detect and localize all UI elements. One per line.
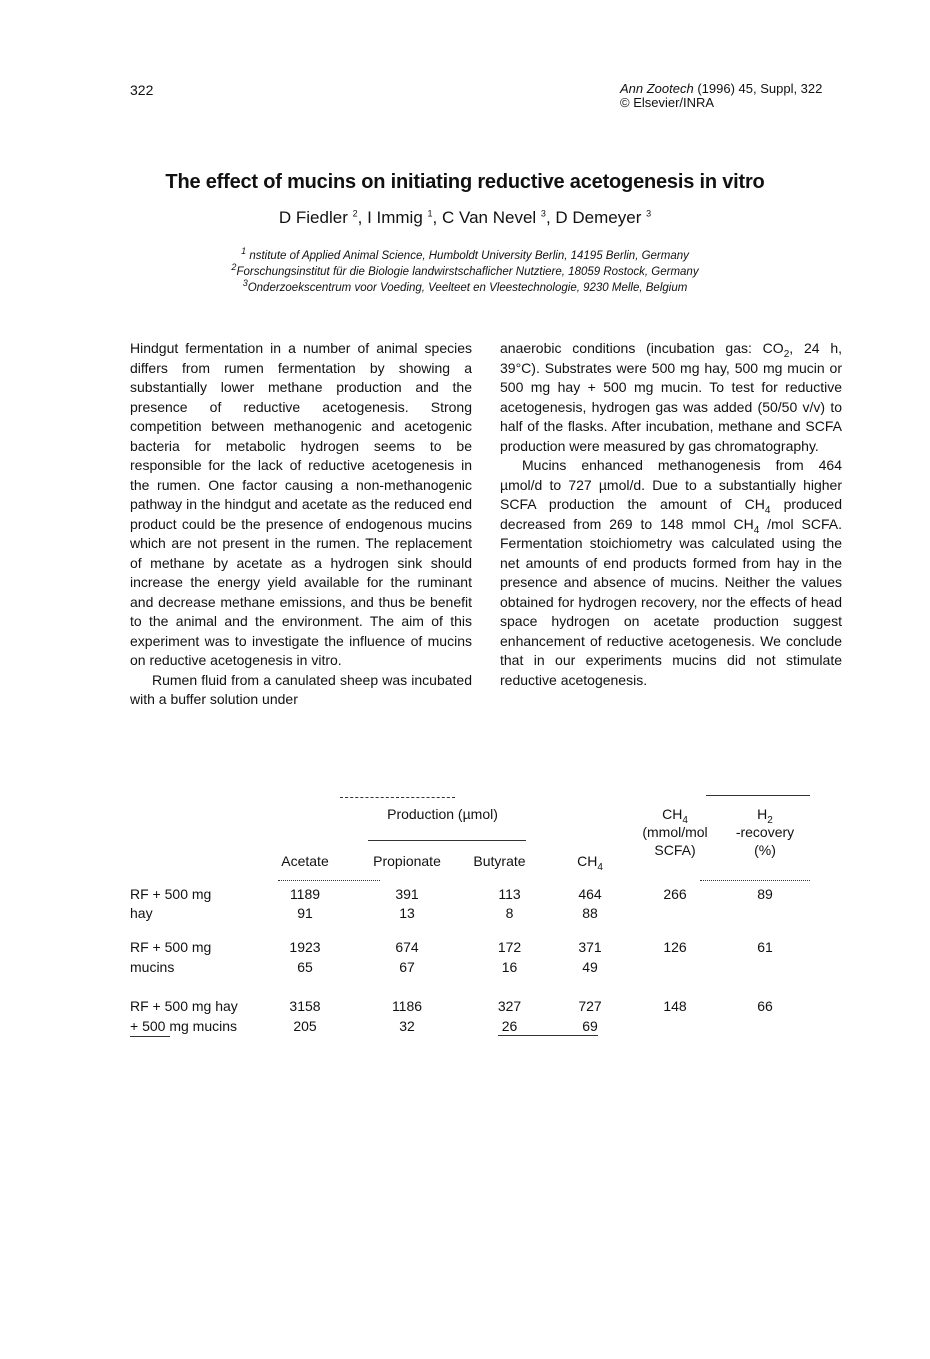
page-number: 322	[130, 82, 154, 98]
journal-line	[620, 82, 822, 96]
header-line: SCFA)	[654, 842, 696, 858]
cell-propionate: 1186	[391, 998, 423, 1014]
col-header-ratio	[630, 805, 720, 859]
subscript: 4	[597, 861, 603, 873]
author-name: C Van Nevel	[442, 208, 537, 227]
affiliation-text: Onderzoekscentrum voor Voeding, Veelteet en Vleestechnologie, 9230 Melle, Belgium	[247, 282, 688, 294]
group-header-production: Production (µmol)	[387, 806, 498, 822]
cell-butyrate: 327	[497, 998, 522, 1014]
journal-citation	[620, 82, 822, 110]
col-header-ch4	[560, 852, 620, 871]
journal-name: Ann Zootech	[620, 81, 694, 96]
cell-acetate: 3158	[289, 998, 321, 1014]
cell-ch4: 371	[578, 939, 602, 955]
body-paragraph: Hindgut fermentation in a number of animal species differs from rumen fermentation by showing a substantially lower methane production and the presence of reductive acetogenesis. Strong competition between methanogenic and acetogenic bacteria for metabolic hydrogen seems to be responsible for the lack of reductive acetogenesis in the rumen. One factor causing a non-methanogenic pathway in the hindgut and acetate as the reduced end product could be the presence of endogenous mucins which are not present in the rumen. The replacement of methane by acetate as a hydrogen sink should increase the energy yield available for the ruminant and decrease methane emissions, and thus be benefit to the animal and the environment. The aim of this experiment was to investigate the influence of mucins on reductive acetogenesis in vitro.	[130, 340, 472, 668]
header-line	[630, 805, 720, 826]
cell-h2: 89	[757, 886, 773, 902]
body-paragraph: Rumen fluid from a canulated sheep was incubated with a buffer solution under	[130, 671, 472, 707]
row-label: RF + 500 mg	[130, 939, 212, 955]
cell-ratio: 148	[663, 998, 687, 1014]
journal-volume: (1996) 45, Suppl, 322	[693, 81, 823, 96]
cell-butyrate: 113	[498, 886, 521, 902]
cell-acetate: 1923	[289, 939, 321, 955]
col-header-propionate: Propionate	[373, 853, 441, 869]
cell-ratio: 266	[663, 886, 687, 902]
cell-propionate: 391	[395, 886, 419, 902]
cell-ch4: 464	[578, 886, 602, 902]
table-rule	[498, 1035, 598, 1036]
cell-propionate-sd: 67	[399, 959, 415, 975]
cell-ch4-sd: 69	[582, 1018, 598, 1034]
text-run: CH	[577, 853, 598, 869]
cell-ch4-sd: 88	[582, 905, 598, 921]
text-run: H	[757, 806, 768, 822]
subscript: 4	[764, 504, 771, 516]
affiliation-line	[0, 248, 930, 264]
affiliation-text: nstitute of Applied Animal Science, Humboldt University Berlin, 14195 Berlin, Germany	[249, 250, 689, 262]
table-rule	[278, 880, 380, 881]
text-run: produced decreased from 269 to 148 mmol CH	[500, 496, 842, 532]
header-line: (%)	[754, 842, 776, 858]
author-name: I Immig	[367, 208, 423, 227]
affiliation-line	[0, 280, 930, 296]
affiliation-mark: 2	[231, 262, 237, 273]
table-rule	[340, 797, 455, 798]
paper-title: The effect of mucins on initiating reductive acetogenesis in vitro	[165, 171, 765, 193]
author-affil-mark: 3	[646, 208, 652, 219]
col-header-h2-recovery	[725, 805, 805, 859]
cell-propionate: 674	[395, 939, 419, 955]
body-paragraph	[500, 456, 842, 690]
subscript: 2	[767, 814, 773, 826]
header-line: -recovery	[735, 824, 795, 840]
author-affil-mark: 2	[352, 208, 358, 219]
cell-propionate-sd: 13	[399, 905, 415, 921]
cell-acetate: 1189	[289, 886, 321, 902]
affiliation-text: Forschungsinstitut für die Biologie landwirstschaflicher Nutztiere, 18059 Rostock, Germany	[236, 266, 699, 278]
affiliations	[0, 248, 930, 296]
body-left-column	[130, 339, 472, 710]
cell-butyrate-sd: 8	[505, 905, 514, 921]
author-list: D Fiedler $^2$, I Immig $^1$, C Van Nevel $^3$, D Demeyer $^3$	[278, 208, 652, 227]
body-paragraph	[500, 339, 842, 456]
table-rule	[706, 795, 810, 796]
cell-ratio: 126	[663, 939, 687, 955]
publisher: © Elsevier/INRA	[620, 95, 715, 110]
cell-propionate-sd: 32	[399, 1018, 415, 1034]
affiliation-mark: 3	[242, 278, 248, 289]
cell-acetate-sd: 91	[297, 905, 313, 921]
text-run: , 24 h, 39°C). Substrates were 500 mg hay, 500 mg mucin or 500 mg hay + 500 mg mucin. To test for reductive acetogenesis, hydrogen gas was added (50/50 v/v) to half of the flasks. After incubation, methane and SCFA production were measured by gas chromatography.	[500, 340, 842, 454]
cell-h2: 61	[757, 939, 773, 955]
cell-h2: 66	[757, 998, 773, 1014]
row-label: RF + 500 mg hay	[130, 998, 238, 1014]
cell-ch4: 727	[578, 998, 602, 1014]
row-label: + 500 mg mucins	[130, 1018, 237, 1034]
col-header-butyrate: Butyrate	[473, 853, 526, 869]
author-name: D Fiedler	[278, 208, 348, 227]
cell-acetate-sd: 65	[297, 959, 313, 975]
body-right-column	[500, 339, 842, 690]
col-header-acetate: Acetate	[281, 853, 329, 869]
subscript: 4	[682, 814, 688, 826]
row-label: hay	[130, 905, 153, 921]
text-run: /mol SCFA. Fermentation stoichiometry was calculated using the net amounts of end products formed from hay in the presence and absence of mucins. Neither the values obtained for hydrogen recovery, nor the effects of head space hydrogen on acetate production suggest enhancement of reductive acetogenesis. We conclude that in our experiments mucins did not stimulate reductive acetogenesis.	[500, 515, 842, 688]
table-rule	[368, 840, 526, 841]
author-affil-mark: 1	[427, 208, 433, 219]
cell-acetate-sd: 205	[293, 1018, 317, 1034]
text-run: Mucins enhanced methanogenesis from 464 µmol/d to 727 µmol/d. Due to a substantially higher SCFA production the amount of CH	[500, 457, 842, 512]
row-label: RF + 500 mg	[130, 886, 212, 902]
affiliation-line	[0, 264, 930, 280]
text-run: CH	[662, 806, 683, 822]
subscript: 4	[753, 524, 760, 536]
cell-butyrate: 172	[497, 939, 522, 955]
cell-ch4-sd: 49	[582, 959, 598, 975]
subscript: 2	[783, 348, 790, 360]
text-run: anaerobic conditions (incubation gas: CO	[500, 340, 784, 356]
author-name: D Demeyer	[555, 208, 642, 227]
cell-butyrate-sd: 26	[501, 1018, 518, 1034]
table-rule	[130, 1036, 170, 1037]
header-line	[725, 805, 805, 826]
table-rule	[700, 880, 810, 881]
row-label: mucins	[130, 959, 175, 975]
header-line: (mmol/mol	[642, 824, 708, 840]
cell-butyrate-sd: 16	[501, 959, 518, 975]
affiliation-mark: 1	[241, 246, 247, 257]
author-affil-mark: 3	[540, 208, 546, 219]
